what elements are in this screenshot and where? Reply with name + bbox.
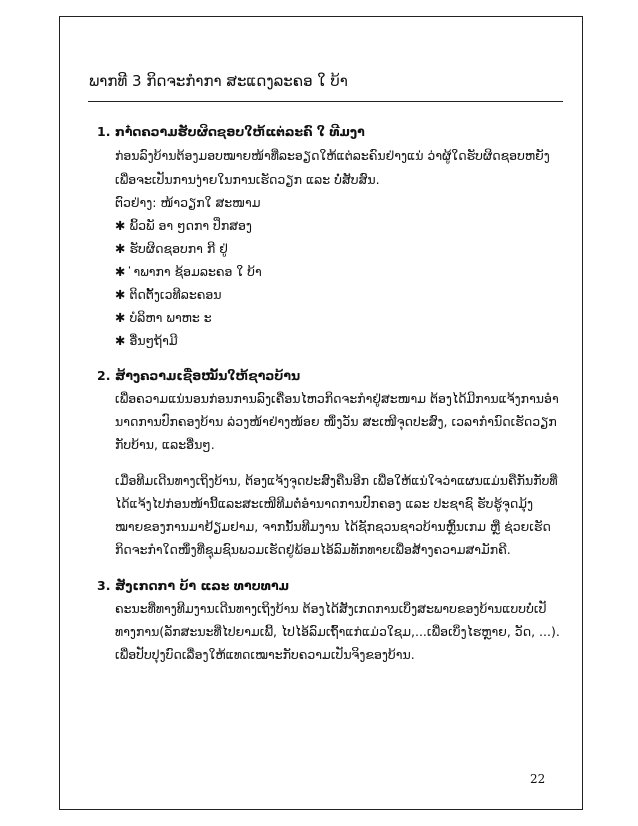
asterisk-bullet-icon: ✱: [115, 333, 126, 348]
chapter-header: ພາກທີ 3 ກິດຈະກຳກາ ສະແດງລະຄອ ໃ ບ້າ: [89, 72, 348, 90]
section-number: 2.: [97, 368, 111, 383]
list-item: ✱ ່າພາກາ ຊ້ອມລະຄອ ໃ ບ້າ: [115, 264, 262, 279]
list-item: ✱ ຮັບຜິດຊອບກາ ກີ ຢູ່: [115, 241, 228, 256]
body-line: ໄດ້ແຈ້ງໄປກ່ອນໜ້ານີ້ແລະສະເໜີທີມຕໍ່ອຳນາດການປົກຄອງ ແລະ ປະຊາຊົ ຮັບຮູ້ຈຸດມຸ້ງ: [115, 496, 534, 511]
body-line: ຕົວຢ່າງ: ໜ້າວຽກໃ ສະໜາມ: [115, 195, 261, 210]
section-number: 1.: [97, 124, 111, 139]
body-line: ກັບບ້ານ, ແລະອື່ນໆ.: [115, 437, 215, 452]
section-3-heading: [97, 578, 289, 593]
asterisk-bullet-icon: ✱: [115, 218, 126, 233]
body-line: ເມື່ອທີມເດີນທາງເຖິງບ້ານ, ຕ້ອງແຈ້ງຈຸດປະສົງຄືນອີກ ເພື່ອໃຫ້ແນ່ໃຈວ່າແຜນແມ່ນຄືກັນກັບທີ່: [115, 473, 558, 488]
asterisk-bullet-icon: ✱: [115, 264, 126, 279]
body-line: ທາງການ(ລັກສະນະທີ່ໄປຍາມເພີ້, ໄປໄອ້ລົມເຖົ້າແກ່ແມ່ວໃຊມ,...ເພື່ອເບິ່ງໄຮຫຼາຍ, ວັດ, ...).: [115, 624, 560, 639]
section-title: ສ້າງຄວາມເຊື່ອໝັ້ນໃຫ້ຊາວບ້ານ: [115, 368, 301, 383]
list-item: ✱ ບໍລິຫາ ພາຫະ ະ: [115, 310, 212, 325]
asterisk-bullet-icon: ✱: [115, 241, 126, 256]
body-line: ເພື່ອຄວາມແນ່ນອນກ່ອນການລົງເຄື່ອນໄຫວກິດຈະກຳຢູ່ສະໜາມ ຕ້ອງໄດ້ມີການແຈ້ງການອຳ: [115, 391, 559, 406]
list-item: ✱ ຕິດຕັ້ງເວທີລະຄອນ: [115, 287, 222, 302]
list-item: ✱ ພິ້ວພັ ອາ ໆດກາ ປຶກສອງ: [115, 218, 252, 233]
section-number: 3.: [97, 578, 111, 593]
page-number: 22: [530, 772, 546, 786]
section-2-heading: [97, 368, 300, 383]
body-line: ກິດຈະກຳໃດໜຶ່ງທີ່ຊຸມຊົນພວມເຮັດຢູ່ພ້ອມໄອ້ລົມທັກທາຍເພື່ອສ້າງຄວາມສາມັກຄີ.: [115, 542, 511, 557]
section-1-heading: [97, 124, 365, 139]
list-item: ✱ ອື່ນໆຖ້າມີ: [115, 333, 178, 348]
body-line: ກ່ອນລົງບ້ານຕ້ອງມອບໝາຍໜ້າທີ່ລະອຽດໃຫ້ແຕ່ລະຄົນຢ່າງແນ່ ວ່າຜູ້ໃດຮັບຜິດຊອບຫຍັງ: [115, 148, 550, 163]
body-line: ນາດການປົກຄອງບ້ານ ລ່ວງໜ້າຢ່າງໜ້ອຍ ໜຶ່ງວັນ ສະເໜີຈຸດປະສົງ, ເວລາກຳນົດເຮັດວຽກ: [115, 414, 557, 429]
body-line: ເພື່ອຈະເປັນການງ່າຍໃນການເຮັດວຽກ ແລະ ບໍ່ສັບສົນ.: [115, 172, 380, 187]
section-title: ກາ໋ດຄວາມຮັບຜິດຊອບໃຫ້ແຕ່ລະຄົ ໃ ທີມງາ: [115, 124, 365, 139]
body-line: ໝາຍຂອງການມາຢ້ຽມຢາມ, ຈາກນັ້ນທີມງານ ໄດ້ຊັກຊວນຊາວບ້ານຫຼິ້ນເກມ ຫຼື ຊ່ວຍເຮັດ: [115, 519, 551, 534]
asterisk-bullet-icon: ✱: [115, 287, 126, 302]
body-line: ເພື່ອປັບປຸງບົດເລື່ອງໃຫ້ແທດເໝາະກັບຄວາມເປັນຈິງຂອງບ້ານ.: [115, 647, 415, 662]
header-rule: [88, 101, 563, 102]
body-line: ຄະນະທີ່ທາງທີມງານເດີນທາງເຖິງບ້ານ ຕ້ອງໄດ້ສັງເກດການເບິ່ງສະພາບຂອງບ້ານແບບບໍ່ເປັ: [115, 601, 547, 616]
section-title: ສັງເກດກາ ບ້າ ແລະ ທາບທາມ: [115, 578, 290, 593]
asterisk-bullet-icon: ✱: [115, 310, 126, 325]
